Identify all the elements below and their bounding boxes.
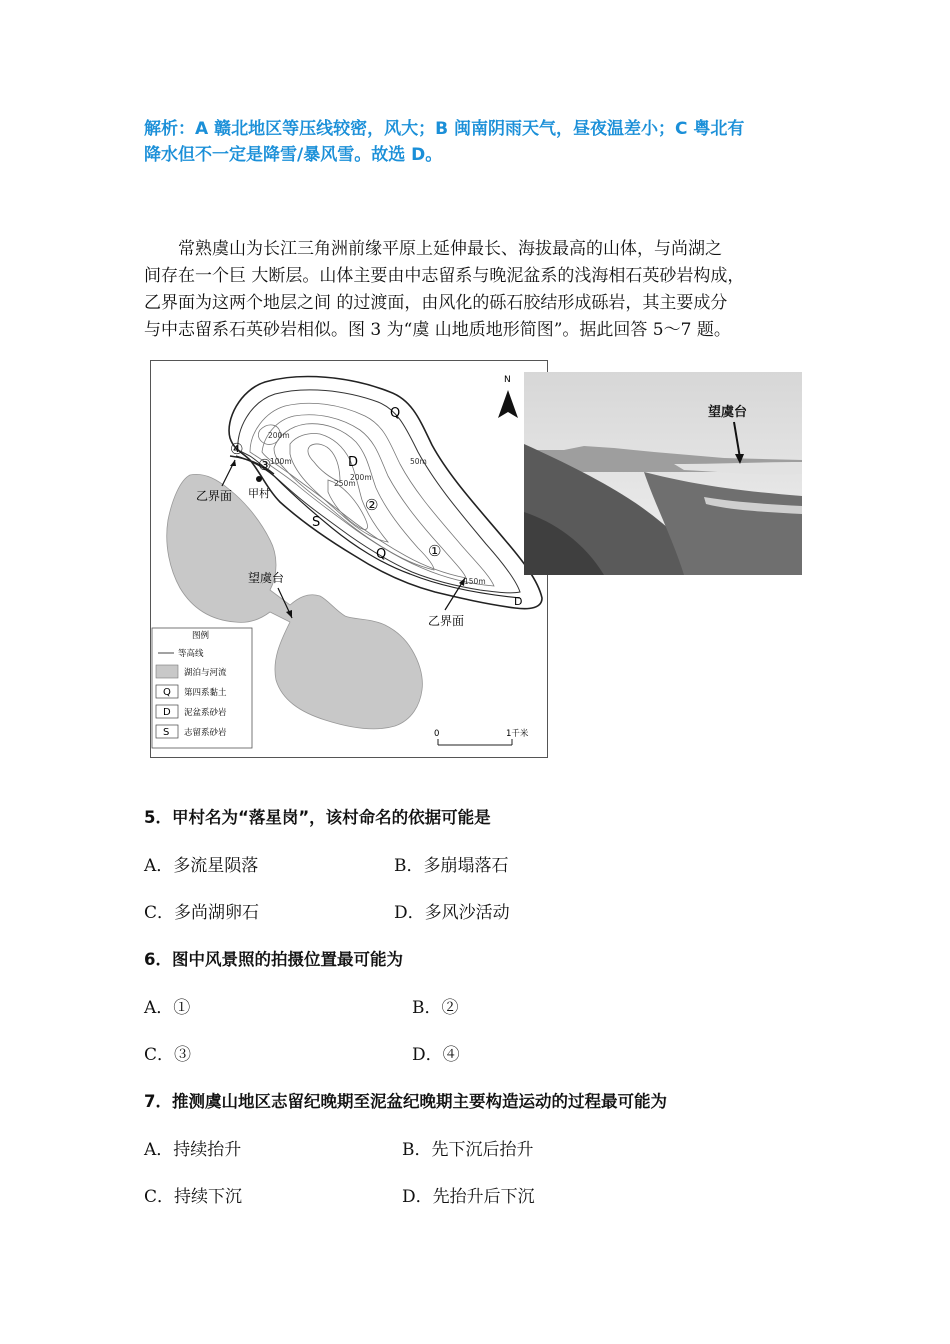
q7-option-d[interactable]: D．先抬升后下沉: [402, 1187, 535, 1207]
marker-1: ①: [428, 542, 442, 560]
q6-option-d[interactable]: D．④: [412, 1045, 460, 1065]
scale-zero: 0: [434, 729, 440, 739]
legend-q-label: 第四系黏土: [184, 688, 227, 698]
legend-title: 图例: [192, 631, 210, 641]
q5-option-c[interactable]: C．多尚湖卵石: [144, 903, 260, 923]
yi-jiemian-label-bottom: 乙界面: [428, 614, 465, 628]
north-label: N: [504, 375, 511, 385]
rock-label-q-top: Q: [390, 406, 401, 421]
jia-village-label: 甲村: [248, 487, 270, 500]
question-7-stem: 7．推测虞山地区志留纪晚期至泥盆纪晚期主要构造运动的过程最可能为: [144, 1092, 667, 1111]
analysis-line-1: 解析：A 赣北地区等压线较密，风大；B 闽南阴雨天气，昼夜温差小；C 粤北有: [144, 119, 745, 139]
question-6-stem: 6．图中风景照的拍摄位置最可能为: [144, 950, 403, 969]
intro-line-4: 与中志留系石英砂岩相似。图 3 为“虞 山地质地形简图”。据此回答 5～7 题。: [144, 320, 731, 340]
contour-label-50: 50m: [410, 457, 427, 466]
geologic-map: [150, 360, 548, 758]
wang-yu-tai-label: 望虞台: [248, 571, 285, 585]
contour-label-100: 100m: [270, 457, 292, 466]
marker-3: ③: [258, 456, 272, 474]
legend-q-code: Q: [163, 687, 171, 698]
q6-option-a[interactable]: A．①: [144, 998, 191, 1018]
contour-label-200b: 200m: [350, 473, 372, 482]
marker-4: ④: [230, 440, 244, 458]
intro-line-2: 间存在一个巨 大断层。山体主要由中志留系与晚泥盆系的浅海相石英砂岩构成，: [144, 266, 745, 286]
legend-s-label: 志留系砂岩: [184, 728, 227, 738]
q7-option-c[interactable]: C．持续下沉: [144, 1187, 243, 1207]
intro-paragraph: [144, 236, 814, 344]
marker-2: ②: [365, 496, 379, 514]
contour-label-200a: 200m: [268, 431, 290, 440]
q7-option-a[interactable]: A．持续抬升: [144, 1140, 242, 1160]
q7-option-b[interactable]: B．先下沉后抬升: [402, 1140, 534, 1160]
legend: [152, 628, 252, 748]
rock-label-s: S: [312, 515, 321, 530]
q6-option-c[interactable]: C．③: [144, 1045, 192, 1065]
analysis-line-2: 降水但不一定是降雪/暴风雪。故选 D。: [144, 145, 443, 165]
intro-line-1: 常熟虞山为长江三角洲前缘平原上延伸最长、海拔最高的山体，与尚湖之: [178, 239, 722, 259]
rock-label-d-center: D: [348, 455, 359, 470]
rock-label-q-bottom: Q: [376, 547, 387, 562]
question-5-stem: 5．甲村名为“落星岗”，该村命名的依据可能是: [144, 808, 491, 827]
legend-lake-label: 湖泊与河流: [184, 668, 227, 678]
intro-line-3: 乙界面为这两个地层之间 的过渡面，由风化的砾石胶结形成砾岩，其主要成分: [144, 293, 728, 313]
q5-option-a[interactable]: A．多流星陨落: [144, 856, 259, 876]
scale-one: 1千米: [506, 729, 529, 739]
legend-s-code: S: [163, 727, 170, 738]
rock-label-d-tail: D: [514, 595, 523, 608]
jia-village-dot: [256, 476, 262, 482]
legend-d-label: 泥盆系砂岩: [184, 708, 227, 718]
q5-option-d[interactable]: D．多风沙活动: [394, 903, 510, 923]
q5-option-b[interactable]: B．多崩塌落石: [394, 856, 509, 876]
contour-label-150: 150m: [464, 577, 486, 586]
photo-wang-yu-tai-label: 望虞台: [708, 405, 748, 420]
landscape-photo: [524, 372, 802, 575]
legend-d-code: D: [163, 707, 171, 718]
legend-contour-label: 等高线: [178, 649, 204, 659]
q6-option-b[interactable]: B．②: [412, 998, 459, 1018]
contour-label-250: 250m: [334, 479, 356, 488]
yi-jiemian-label-left: 乙界面: [196, 489, 233, 503]
analysis-block: [144, 116, 824, 168]
